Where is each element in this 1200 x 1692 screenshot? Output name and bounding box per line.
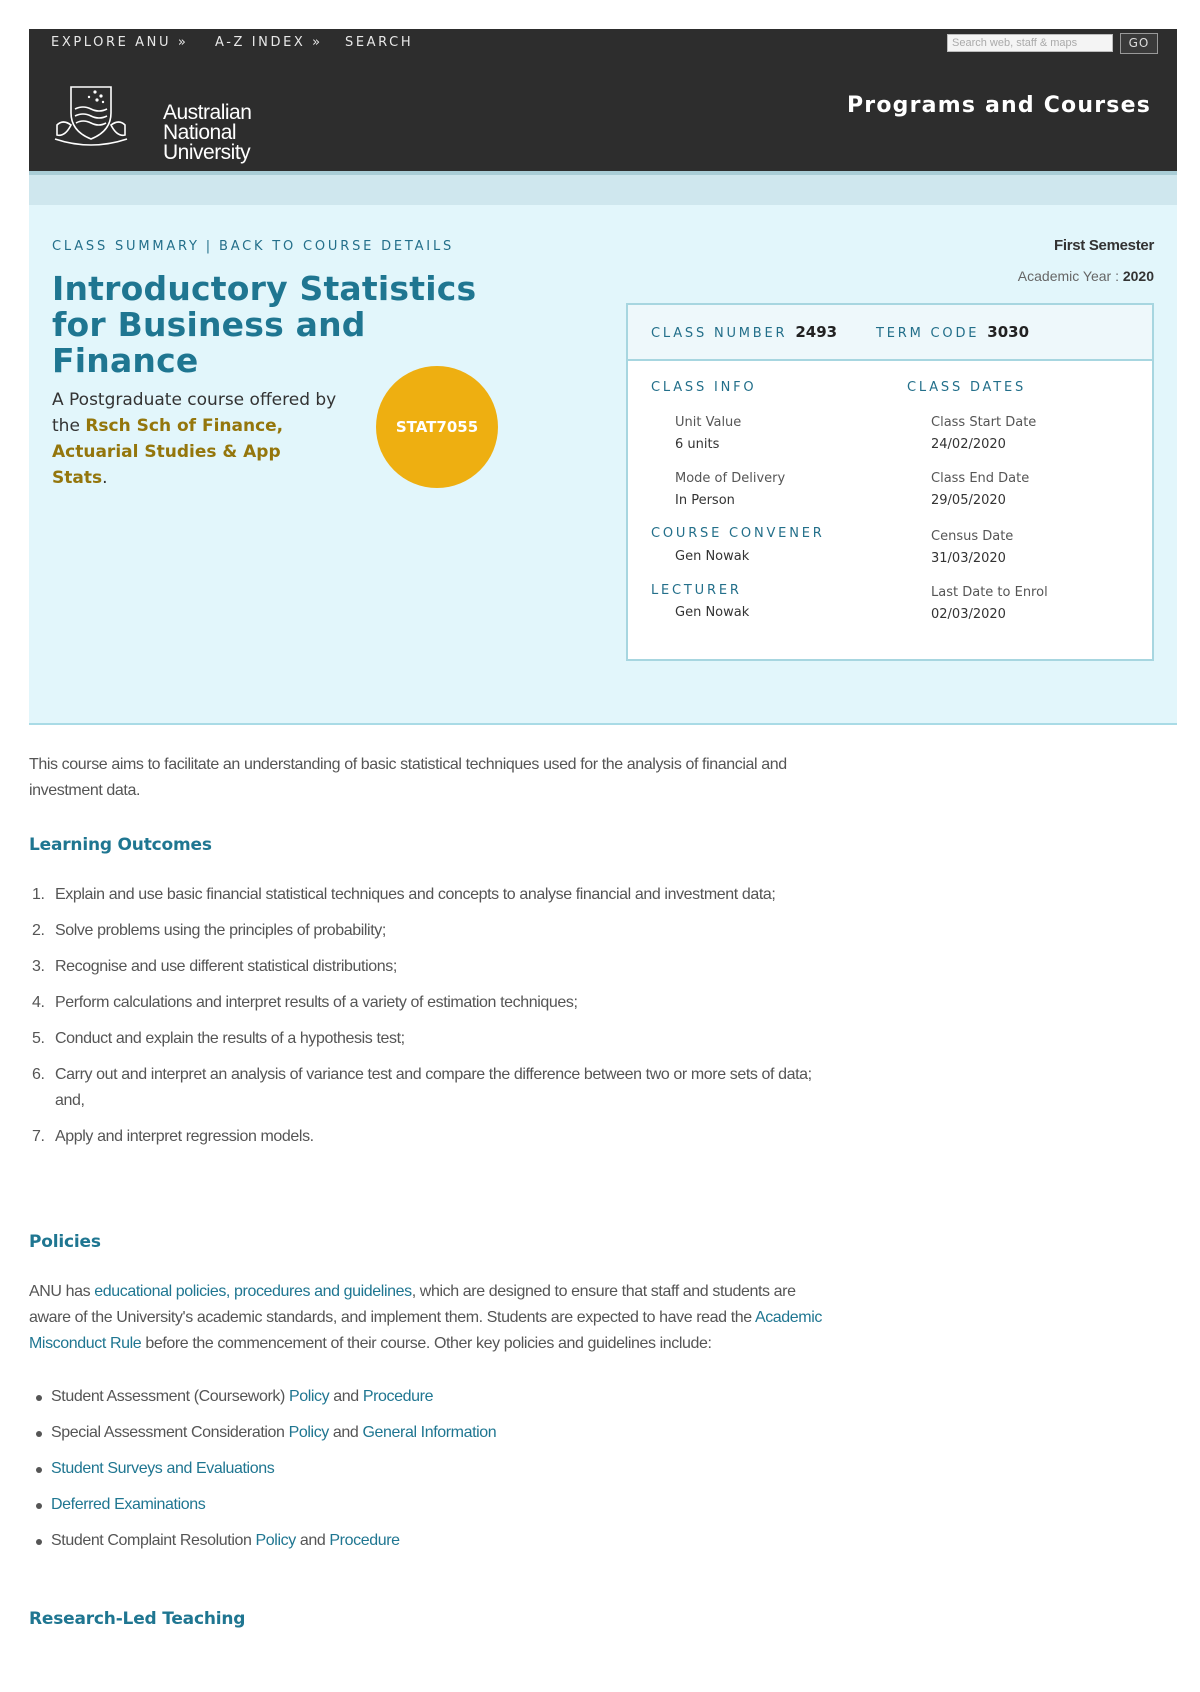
policies-text-3: before the commencement of their course. Other key policies and guidelines include: (141, 1335, 712, 1352)
course-title: Introductory Statistics for Business and Finance (52, 269, 477, 380)
list-number: 4. (32, 994, 45, 1011)
list-item (29, 1124, 839, 1150)
bullet-icon (36, 1431, 42, 1437)
policies-text-2: , which are designed to ensure that staff and students are aware of the University's academic standards, and implement them. Students are expected to have read the (29, 1283, 796, 1326)
policy-item-text: and (328, 1424, 363, 1441)
complaint-resolution-policy-link[interactable]: Policy (255, 1532, 296, 1549)
policy-item-text: and (295, 1532, 330, 1549)
list-item (29, 1062, 839, 1114)
logo-line-1: Australian (163, 101, 252, 124)
class-end-date-label: Class End Date (931, 471, 1030, 486)
academic-year-value: 2020 (1122, 268, 1154, 284)
course-convener: Gen Nowak (675, 549, 750, 564)
list-number: 1. (32, 886, 45, 903)
search-link[interactable]: SEARCH (345, 35, 414, 50)
offered-suffix: . (102, 468, 108, 488)
outcome-text: Recognise and use different statistical distributions; (55, 958, 397, 975)
policy-item-text: Student Assessment (Coursework) (51, 1388, 289, 1405)
outcome-text: Carry out and interpret an analysis of variance test and compare the difference between two or more sets of data; and, (55, 1066, 812, 1109)
class-end-date: 29/05/2020 (931, 493, 1006, 508)
outcome-text: Explain and use basic financial statistical techniques and concepts to analyse financial and investment data; (55, 886, 776, 903)
last-date-to-enrol-label: Last Date to Enrol (931, 585, 1048, 600)
explore-anu-link[interactable]: EXPLORE ANU » (51, 35, 189, 50)
term-code-label: TERM CODE (876, 326, 980, 341)
list-number: 5. (32, 1030, 45, 1047)
list-item (29, 882, 839, 908)
list-number: 6. (32, 1066, 45, 1083)
policy-item-text: Student Complaint Resolution (51, 1532, 256, 1549)
outcome-text: Conduct and explain the results of a hypothesis test; (55, 1030, 405, 1047)
az-index-link[interactable]: A-Z INDEX » (215, 35, 323, 50)
unit-value-label: Unit Value (675, 415, 742, 430)
outcome-text: Perform calculations and interpret results of a variety of estimation techniques; (55, 994, 578, 1011)
unit-value: 6 units (675, 437, 720, 452)
anu-crest-icon (51, 79, 131, 149)
course-offered-by (52, 387, 342, 491)
census-date-label: Census Date (931, 529, 1014, 544)
policy-item-text: and (329, 1388, 363, 1405)
list-number: 3. (32, 958, 45, 975)
complaint-resolution-procedure-link[interactable]: Procedure (329, 1532, 400, 1549)
list-item (29, 990, 839, 1016)
breadcrumb (52, 239, 454, 254)
class-number-label: CLASS NUMBER (651, 326, 788, 341)
policy-item-text: Special Assessment Consideration (51, 1424, 289, 1441)
list-item (29, 1492, 839, 1518)
last-date-to-enrol: 02/03/2020 (931, 607, 1006, 622)
anu-logo[interactable] (51, 79, 252, 164)
academic-year-label: Academic Year : (1017, 268, 1123, 284)
lecturer: Gen Nowak (675, 605, 750, 620)
research-led-teaching-heading: Research-Led Teaching (29, 1609, 246, 1629)
policies-list (29, 1384, 839, 1564)
class-start-date-label: Class Start Date (931, 415, 1037, 430)
class-start-date: 24/02/2020 (931, 437, 1006, 452)
breadcrumb-separator: | (205, 239, 213, 254)
list-item (29, 1026, 839, 1052)
class-summary-panel (29, 171, 1177, 725)
site-title[interactable]: Programs and Courses (846, 93, 1151, 118)
breadcrumb-current: CLASS SUMMARY (52, 239, 200, 254)
term-code-value: 3030 (987, 323, 1030, 341)
course-intro: This course aims to facilitate an understanding of basic statistical techniques used for the analysis of financial and investment data. (29, 756, 787, 799)
learning-outcomes-list (29, 882, 839, 1160)
logo-line-2: National (163, 121, 237, 144)
bullet-icon (36, 1503, 42, 1509)
logo-line-3: University (163, 141, 251, 164)
back-to-course-details-link[interactable]: BACK TO COURSE DETAILS (218, 239, 455, 254)
census-date: 31/03/2020 (931, 551, 1006, 566)
class-number (651, 323, 837, 342)
bullet-icon (36, 1395, 42, 1401)
deferred-examinations-link[interactable]: Deferred Examinations (51, 1496, 206, 1513)
general-information-link[interactable]: General Information (362, 1424, 497, 1441)
hero-strip (29, 175, 1177, 205)
lecturer-heading: LECTURER (651, 583, 742, 598)
learning-outcomes-heading: Learning Outcomes (29, 835, 212, 855)
class-info-heading: CLASS INFO (651, 380, 757, 395)
top-nav-bar (29, 29, 1177, 57)
policies-paragraph (29, 1279, 839, 1357)
list-number: 7. (32, 1128, 45, 1145)
special-assessment-policy-link[interactable]: Policy (288, 1424, 329, 1441)
outcome-text: Solve problems using the principles of probability; (55, 922, 386, 939)
policies-text-1: ANU has (29, 1283, 95, 1300)
bullet-icon (36, 1467, 42, 1473)
course-convener-heading: COURSE CONVENER (651, 526, 825, 541)
student-assessment-procedure-link[interactable]: Procedure (362, 1388, 434, 1405)
list-item (29, 1384, 839, 1410)
semester-label: First Semester (1053, 237, 1154, 254)
bullet-icon (36, 1539, 42, 1545)
list-number: 2. (32, 922, 45, 939)
mode-of-delivery-label: Mode of Delivery (675, 471, 786, 486)
outcome-text: Apply and interpret regression models. (55, 1128, 314, 1145)
academic-misconduct-rule-link[interactable]: Academic Misconduct Rule (29, 1309, 822, 1352)
school-link[interactable]: Rsch Sch of Finance, Actuarial Studies & App Stats (52, 416, 284, 488)
student-assessment-policy-link[interactable]: Policy (288, 1388, 330, 1405)
term-code (876, 323, 1029, 342)
class-number-value: 2493 (795, 323, 838, 341)
list-item (29, 918, 839, 944)
student-surveys-link[interactable]: Student Surveys and Evaluations (51, 1460, 275, 1477)
site-header (29, 57, 1177, 171)
class-dates-heading: CLASS DATES (907, 380, 1027, 395)
class-info-box (626, 303, 1154, 661)
list-item (29, 1528, 839, 1554)
list-item (29, 1420, 839, 1446)
list-item (29, 1456, 839, 1482)
search-input[interactable] (947, 34, 1113, 52)
policies-heading: Policies (29, 1232, 101, 1252)
mode-of-delivery: In Person (675, 493, 735, 508)
list-item (29, 954, 839, 980)
class-info-header (628, 305, 1152, 361)
go-button[interactable]: GO (1120, 33, 1158, 54)
educational-policies-link[interactable]: educational policies, procedures and guidelines (94, 1283, 412, 1300)
offered-prefix: A Postgraduate course offered by the (52, 390, 337, 436)
logo-wordmark (163, 103, 251, 163)
academic-year (1018, 268, 1154, 284)
course-code-badge: STAT7055 (376, 366, 498, 488)
